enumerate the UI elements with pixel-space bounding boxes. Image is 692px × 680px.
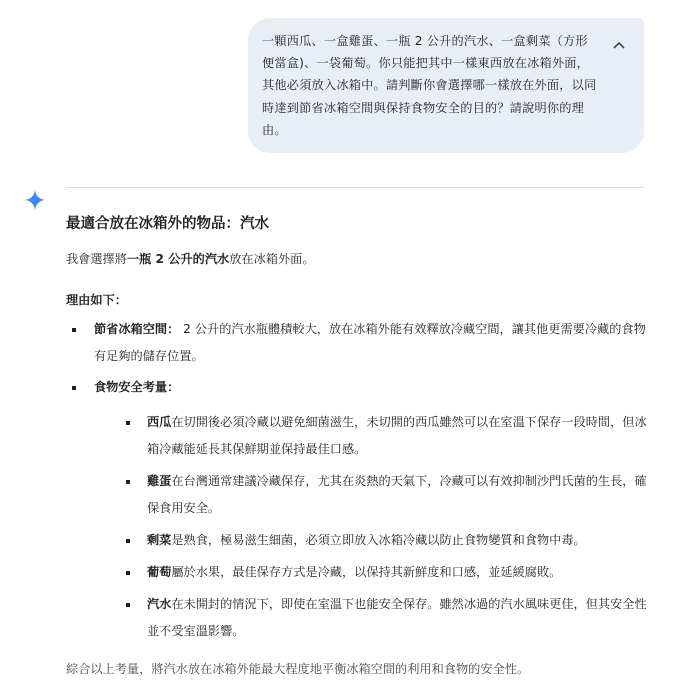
food-text: 在台灣通常建議冷藏保存，尤其在炎熱的天氣下，冷藏可以有效抑制沙門氏菌的生長，確保食用安全。 — [147, 474, 647, 515]
food-name: 汽水 — [147, 597, 172, 611]
user-message-text: 一顆西瓜、一盒雞蛋、一瓶 2 公升的汽水、一盒剩菜（方形便當盒)、一袋葡萄。你只能把其中一樣東西放在冰箱外面，其他必須放入冰箱中。請判斷你會選擇哪一樣放在外面，以同時達到節省冰箱空間與保持食物安全的目的？請說明你的理由。 — [262, 34, 597, 137]
choice-suffix: 放在冰箱外面。 — [229, 252, 315, 266]
reason-text: 2 公升的汽水瓶體積較大，放在冰箱外能有效釋放冷藏空間，讓其他更需要冷藏的食物有足夠的儲存位置。 — [94, 322, 646, 363]
collapse-button[interactable] — [610, 36, 628, 54]
food-safety-list — [94, 409, 656, 645]
conclusion-paragraph: 綜合以上考量，將汽水放在冰箱外能最大程度地平衡冰箱空間的利用和食物的安全性。 — [66, 662, 530, 676]
sparkle-icon — [24, 189, 46, 211]
chevron-up-icon — [613, 41, 625, 49]
food-name: 剩菜 — [147, 533, 172, 547]
reason-item — [66, 374, 656, 645]
food-item — [94, 527, 656, 554]
reasons-label: 理由如下： — [66, 293, 127, 307]
food-name: 葡萄 — [147, 565, 172, 579]
food-text: 在切開後必須冷藏以避免細菌滋生，未切開的西瓜雖然可以在室溫下保存一段時間，但冰箱冷藏能延長其保鮮期並保持最佳口感。 — [147, 415, 647, 456]
food-item — [94, 468, 656, 522]
divider — [66, 187, 644, 188]
choice-paragraph — [66, 248, 656, 270]
response-heading: 最適合放在冰箱外的物品：汽水 — [66, 216, 269, 232]
reasons-list — [66, 316, 656, 645]
food-name: 雞蛋 — [147, 474, 172, 488]
food-item — [94, 409, 656, 463]
reason-title: 食物安全考量： — [94, 380, 180, 394]
food-text: 是熟食，極易滋生細菌，必須立即放入冰箱冷藏以防止食物變質和食物中毒。 — [171, 533, 586, 547]
food-item — [94, 591, 656, 645]
food-item — [94, 559, 656, 586]
choice-bold: 一瓶 2 公升的汽水 — [126, 252, 230, 266]
choice-prefix: 我會選擇將 — [66, 252, 127, 266]
food-name: 西瓜 — [147, 415, 172, 429]
reason-title: 節省冰箱空間： — [94, 322, 180, 336]
user-message-bubble — [248, 18, 644, 153]
food-text: 屬於水果，最佳保存方式是冷藏，以保持其新鮮度和口感，並延緩腐敗。 — [171, 565, 562, 579]
food-text: 在未開封的情況下，即使在室溫下也能安全保存。雖然冰過的汽水風味更佳，但其安全性並不受室溫影響。 — [147, 597, 647, 638]
assistant-response — [66, 212, 656, 680]
reason-item — [66, 316, 656, 370]
